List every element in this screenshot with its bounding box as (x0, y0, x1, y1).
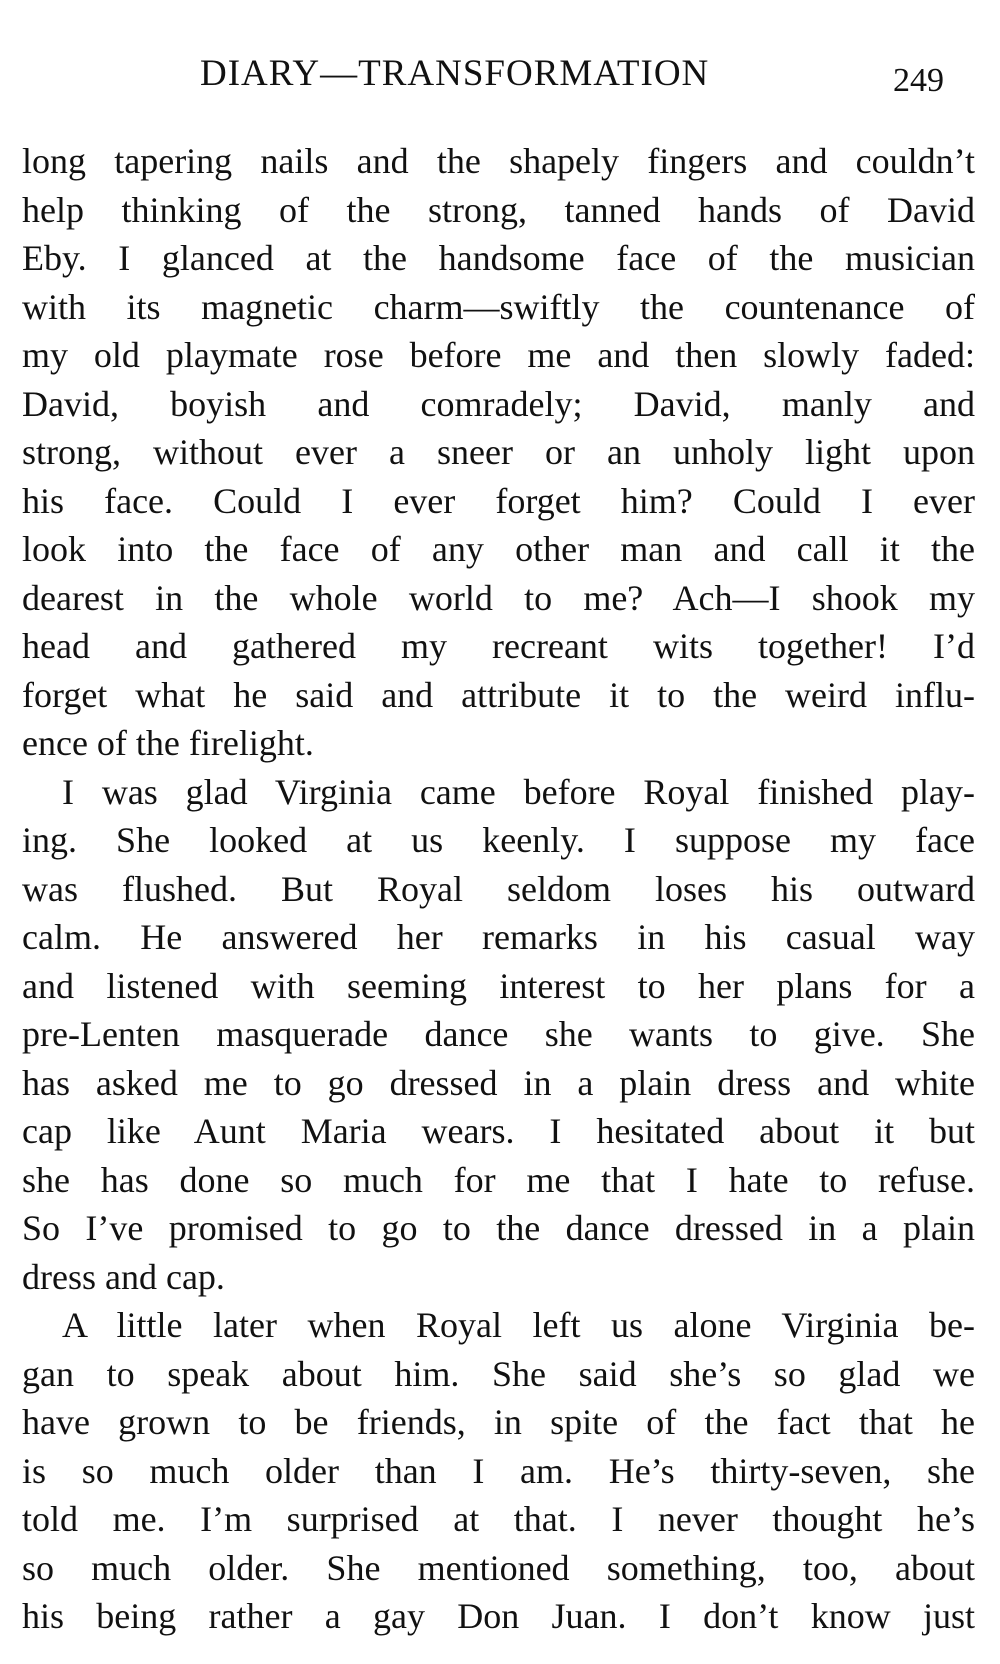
text-line: told me. I’m surprised at that. I never thought he’s (22, 1499, 975, 1539)
text-line: was flushed. But Royal seldom loses his outward (22, 868, 975, 909)
text-line: she has done so much for me that I hate to refuse. (22, 1159, 975, 1200)
text-line: long tapering nails and the shapely fingers and couldn’t (22, 141, 975, 181)
text-line: dearest in the whole world to me? Ach—I shook my (22, 577, 975, 618)
text-line: ence of the firelight. (22, 723, 314, 763)
text-line: so much older. She mentioned something, too, about (22, 1547, 975, 1588)
text-line: David, boyish and comradely; David, manly and (22, 383, 975, 424)
paragraph-2 (22, 768, 975, 1302)
text-line: A little later when Royal left us alone Virginia be- (62, 1305, 975, 1345)
text-line: ing. She looked at us keenly. I suppose my face (22, 820, 975, 860)
text-line: is so much older than I am. He’s thirty-seven, she (22, 1450, 975, 1491)
text-line: head and gathered my recreant wits together! I’d (22, 626, 975, 666)
text-line: dress and cap. (22, 1256, 225, 1297)
text-line: So I’ve promised to go to the dance dressed in a plain (22, 1208, 975, 1248)
text-line: calm. He answered her remarks in his casual way (22, 917, 975, 957)
text-line: my old playmate rose before me and then slowly faded: (22, 335, 975, 375)
text-line: have grown to be friends, in spite of the fact that he (22, 1402, 975, 1442)
text-line: gan to speak about him. She said she’s so glad we (22, 1353, 975, 1394)
text-line: look into the face of any other man and call it the (22, 529, 975, 569)
page-number: 249 (893, 62, 944, 99)
text-line: Eby. I glanced at the handsome face of the musician (22, 238, 975, 278)
running-head-title: DIARY—TRANSFORMATION (200, 53, 710, 94)
text-line: cap like Aunt Maria wears. I hesitated about it but (22, 1111, 975, 1151)
text-line: his being rather a gay Don Juan. I don’t know just (22, 1596, 975, 1636)
text-line: help thinking of the strong, tanned hands of David (22, 189, 975, 230)
body-text (22, 137, 975, 1641)
paragraph-1 (22, 137, 975, 768)
text-line: and listened with seeming interest to her plans for a (22, 965, 975, 1006)
text-line: with its magnetic charm—swiftly the countenance of (22, 286, 975, 327)
text-line: his face. Could I ever forget him? Could I ever (22, 480, 975, 521)
paragraph-3 (22, 1301, 975, 1641)
text-line: strong, without ever a sneer or an unholy light upon (22, 432, 975, 472)
text-line: I was glad Virginia came before Royal finished play- (62, 771, 975, 812)
text-line: pre-Lenten masquerade dance she wants to give. She (22, 1014, 975, 1054)
text-line: forget what he said and attribute it to the weird influ- (22, 674, 975, 715)
text-line: has asked me to go dressed in a plain dress and white (22, 1062, 975, 1103)
